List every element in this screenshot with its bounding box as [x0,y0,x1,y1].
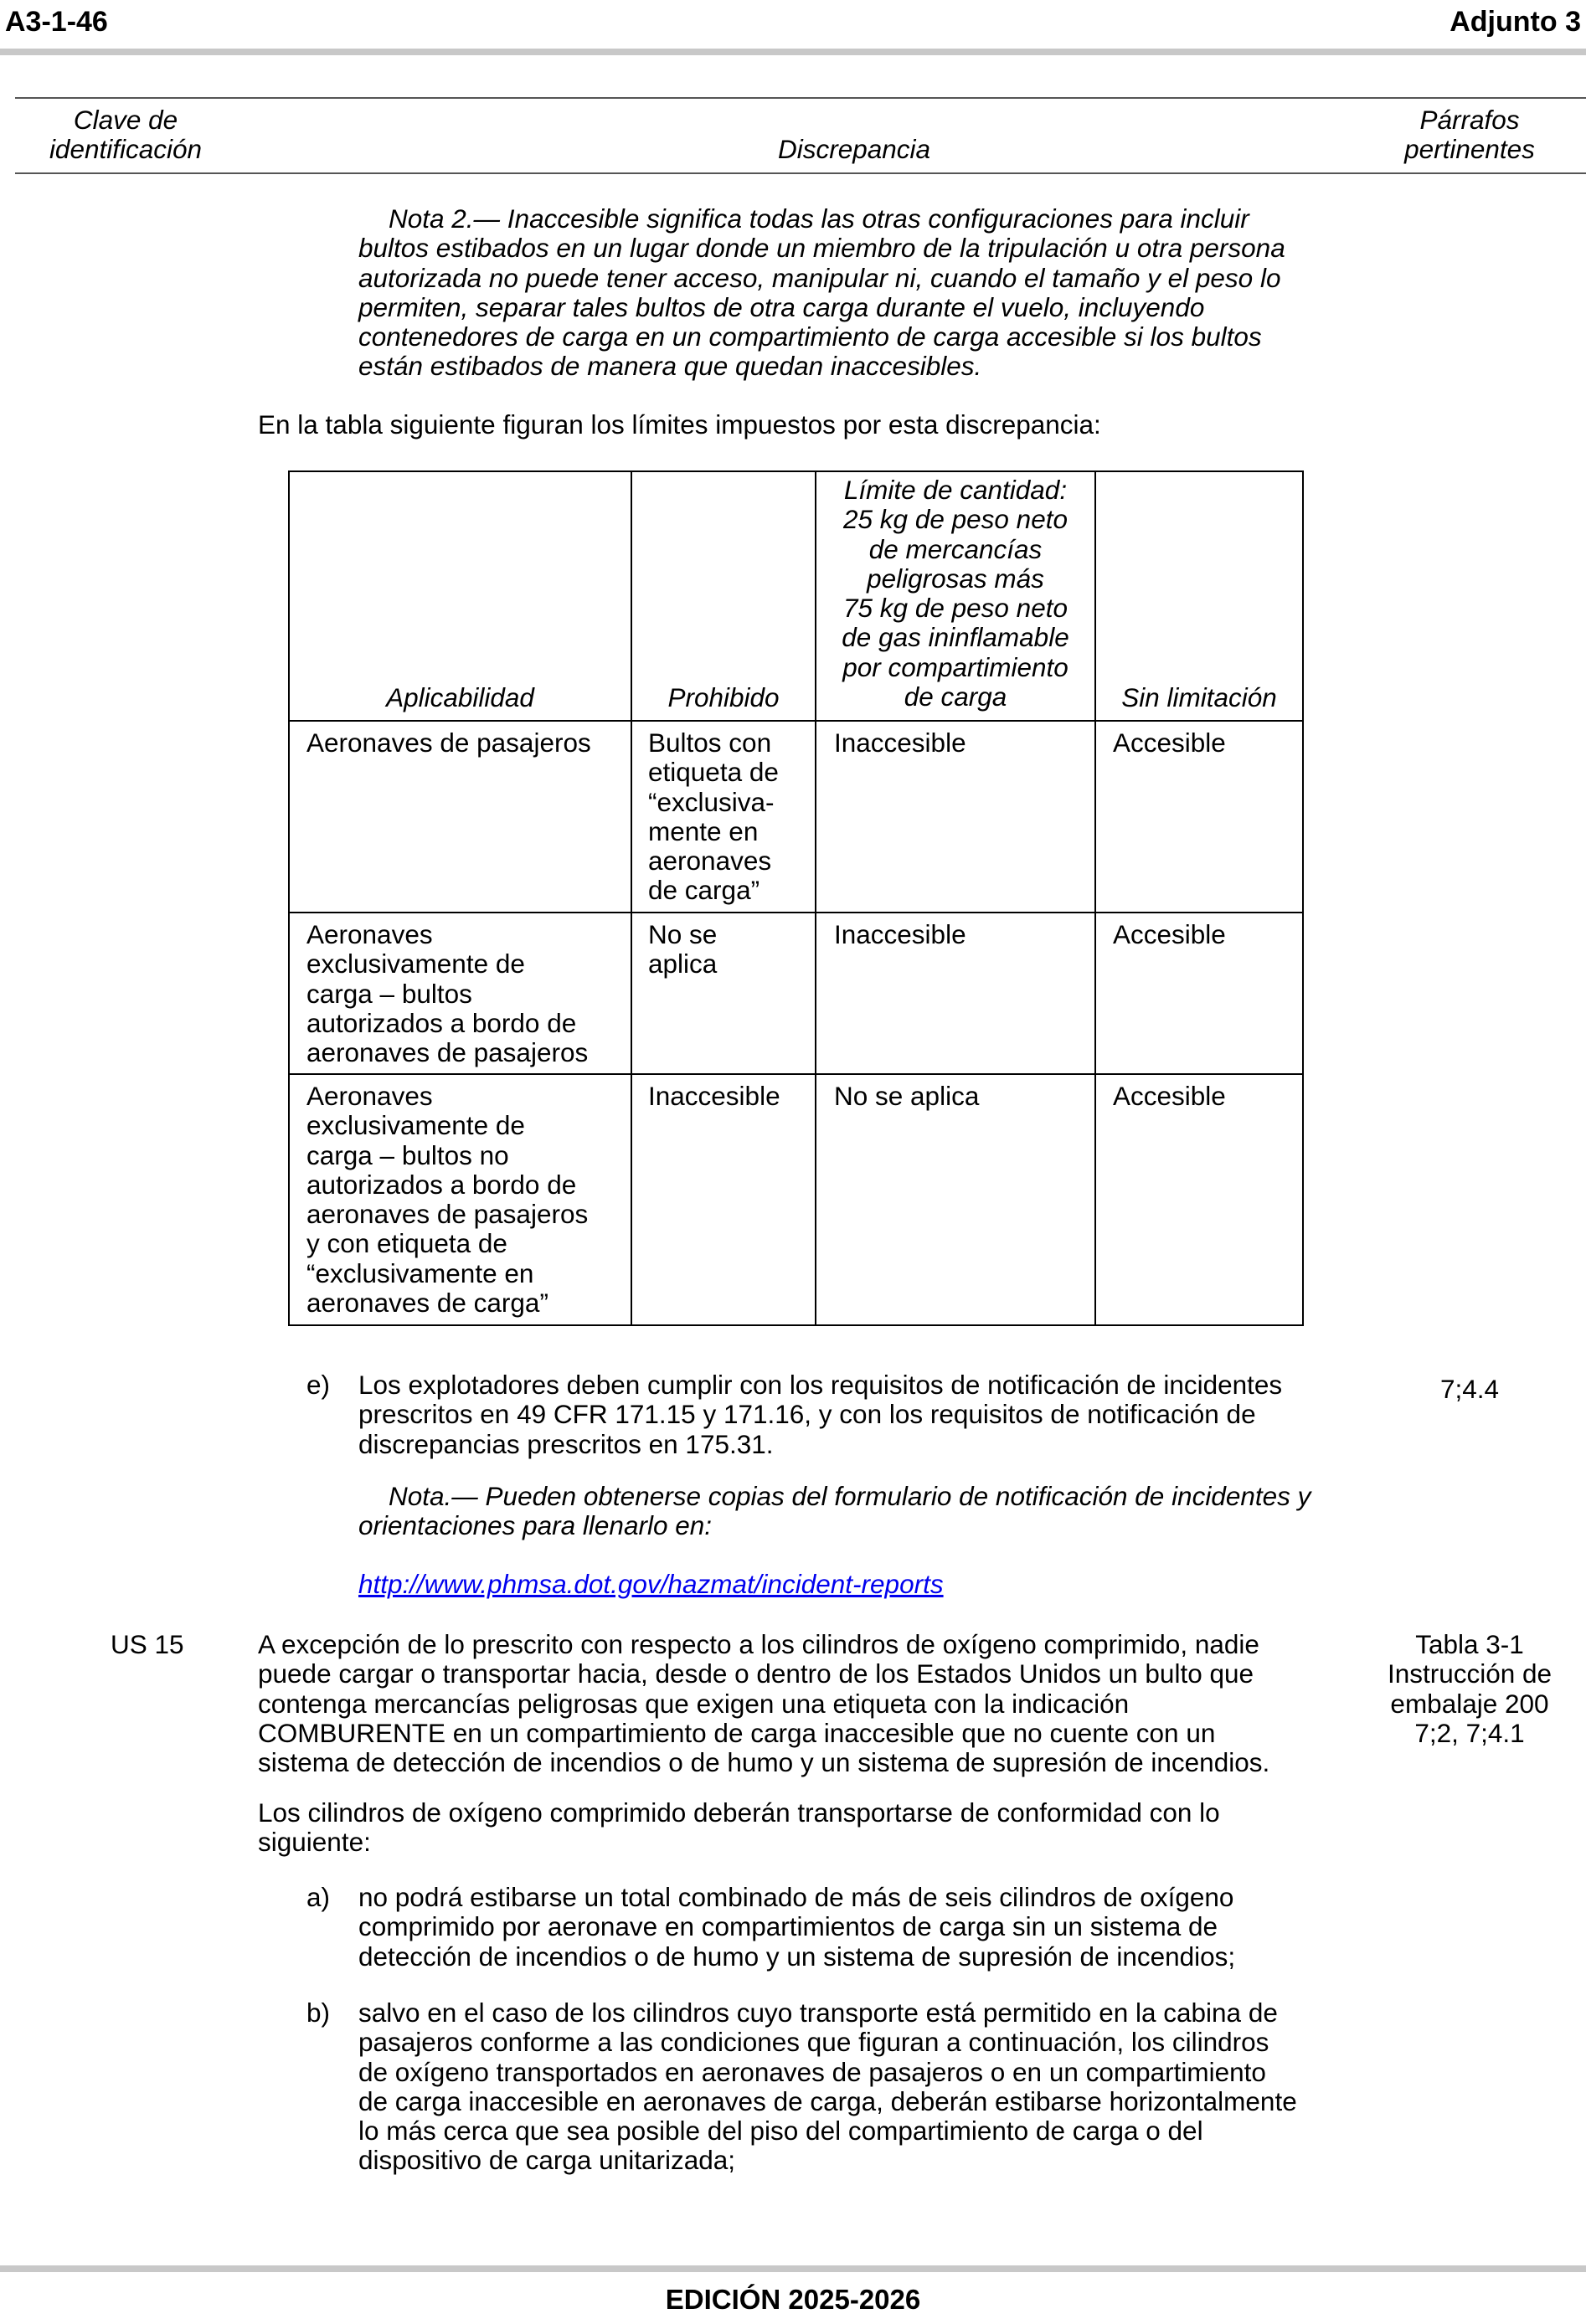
table-col-divider-1 [631,470,632,1326]
item-e-marker: e) [306,1370,331,1400]
header-prohibited: Prohibido [667,682,780,712]
cylinders-paragraph: Los cilindros de oxígeno comprimido deberán transportarse de conformidad con lo siguiente: [258,1797,1220,1858]
row3-limit: No se aplica [834,1081,980,1111]
us15-id: US 15 [111,1629,184,1659]
row1-applicability: Aeronaves de pasajeros [306,728,591,758]
us15-text: A excepción de lo prescrito con respecto a los cilindros de oxígeno comprimido, nadie puede cargar o transportar hacia, desde o dentro de los Estados Unidos un bulto que contenga mercancías peligrosas que exigen una etiqueta con la indicación COMBURENTE en un compartimiento de carga inaccesible que no cuente con un sistema de detección de incendios o de humo y un sistema de supresión de incendios. [258,1629,1270,1778]
item-b-text: salvo en el caso de los cilindros cuyo transporte está permitido en la cabina de pasajeros conforme a las condiciones que figuran a continuación, los cilindros de oxígeno transportados en aeronaves de pasajeros o en un compartimiento de carga inaccesible en aeronaves de carga, deberán estibarse horizontalmente lo más cerca que sea posible del piso del compartimiento de carga o del dispositivo de carga unitarizada; [358,1998,1297,2176]
row2-no-limit: Accesible [1113,919,1226,949]
table-col-divider-3 [1094,470,1096,1326]
header-quantity-limit: Límite de cantidad: 25 kg de peso neto de mercancías peligrosas más 75 kg de peso neto de gas ininflamable por compartimiento de carga [842,475,1069,712]
row1-no-limit: Accesible [1113,728,1226,758]
table-border-top [288,470,1304,472]
row1-prohibited: Bultos con etiqueta de “exclusiva- mente en aeronaves de carga” [648,728,779,906]
column-header-bottom-rule [15,172,1586,174]
column-heading-id: Clave de identificación [49,105,203,164]
item-e-text: Los explotadores deben cumplir con los requisitos de notificación de incidentes prescritos en 49 CFR 171.15 y 171.16, y con los requisitos de notificación de discrepancias prescritos en 175.31. [358,1370,1283,1459]
row1-limit: Inaccesible [834,728,966,758]
attachment-label: Adjunto 3 [1450,6,1581,38]
table-header-divider [288,720,1304,722]
item-a-text: no podrá estibarse un total combinado de más de seis cilindros de oxígeno comprimido por aeronave en compartimientos de carga sin un sistema de detección de incendios o de humo y un sistema de supresión de incendios; [358,1882,1236,1972]
table-row-divider-2 [288,1073,1304,1075]
header-no-limit: Sin limitación [1121,682,1277,712]
item-b-marker: b) [306,1998,331,2028]
table-row-divider-1 [288,912,1304,913]
item-e-reference: 7;4.4 [1439,1374,1500,1404]
note-incident-forms: Nota.— Pueden obtenerse copias del formulario de notificación de incidentes y orientaciones para llenarlo en: [358,1481,1311,1541]
row2-limit: Inaccesible [834,919,966,949]
note-2: Nota 2.— Inaccesible significa todas las otras configuraciones para incluir bultos estibados en un lugar donde un miembro de la tripulación u otra persona autorizada no puede tener acceso, manipular ni, cuando el tamaño y el peso lo permiten, separar tales bultos de otra carga durante el vuelo, incluyendo contenedores de carga en un compartimiento de carga accesible si los bultos están estibados de manera que quedan inaccesibles. [358,203,1285,382]
header-rule [0,49,1586,55]
table-border-right [1302,470,1304,1326]
footer-rule [0,2265,1586,2272]
limits-table [288,470,1304,1326]
column-heading-paragraphs: Párrafos pertinentes [1404,105,1535,164]
table-border-bottom [288,1324,1304,1326]
us15-references: Tabla 3-1 Instrucción de embalaje 200 7;2, 7;4.1 [1387,1629,1553,1748]
table-intro: En la tabla siguiente figuran los límites impuestos por esta discrepancia: [258,409,1101,440]
table-border-left [288,470,290,1326]
header-applicability: Aplicabilidad [386,682,534,712]
row3-no-limit: Accesible [1113,1081,1226,1111]
column-header-top-rule [15,97,1586,99]
row3-applicability: Aeronaves exclusivamente de carga – bultos no autorizados a bordo de aeronaves de pasajeros y con etiqueta de “exclusivamente en aeronaves de carga” [306,1081,589,1319]
incident-reports-link[interactable]: http://www.phmsa.dot.gov/hazmat/incident-reports [358,1569,944,1599]
item-a-marker: a) [306,1882,331,1912]
row3-prohibited: Inaccesible [648,1081,780,1111]
page-reference: A3-1-46 [5,6,108,38]
edition-label: EDICIÓN 2025-2026 [665,2284,921,2315]
row2-prohibited: No se aplica [648,919,718,979]
row2-applicability: Aeronaves exclusivamente de carga – bultos autorizados a bordo de aeronaves de pasajeros [306,919,589,1068]
column-heading-discrepancy: Discrepancia [777,134,931,164]
